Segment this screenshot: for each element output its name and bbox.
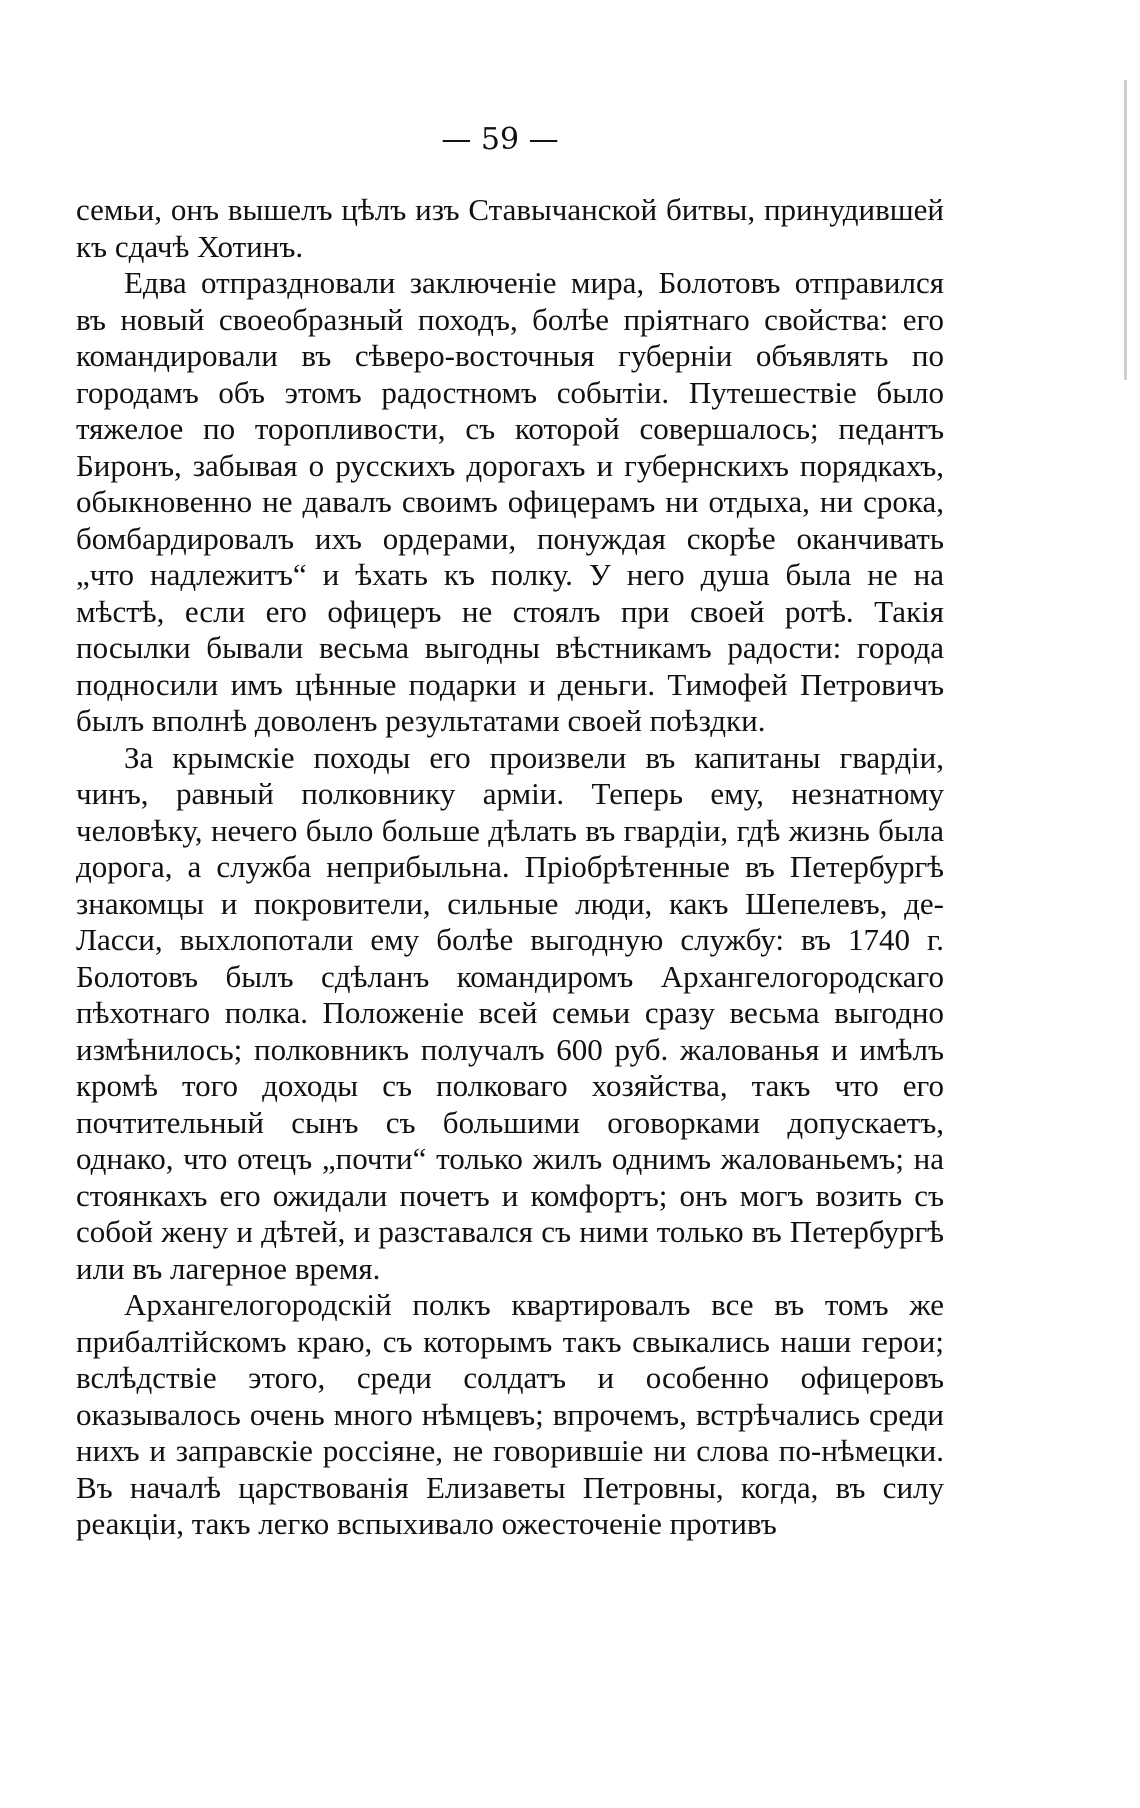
scan-edge-mark bbox=[1124, 80, 1127, 380]
paragraph-3: За крымскіе походы его произвели въ капитаны гвардіи, чинъ, равный полковнику арміи. Теперь ему, незнатному человѣку, нечего было больше дѣлать въ гвардіи, гдѣ жизнь была дорога, а служба неприбыльна. Пріобрѣтенные въ Петербургѣ знакомцы и покровители, сильные люди, какъ Шепелевъ, де-Ласси, выхлопотали ему болѣе выгодную службу: въ 1740 г. Болотовъ былъ сдѣланъ командиромъ Архангелогородскаго пѣхотнаго полка. Положеніе всей семьи сразу весьма выгодно измѣнилось; полковникъ получалъ 600 руб. жалованья и имѣлъ кромѣ того доходы съ полковаго хозяйства, такъ что его почтительный сынъ съ большими оговорками допускаетъ, однако, что отецъ „почти“ только жилъ однимъ жалованьемъ; на стоянкахъ его ожидали почетъ и комфортъ; онъ могъ возить съ собой жену и дѣтей, и разставался съ ними только въ Петербургѣ или въ лагерное время. bbox=[76, 739, 944, 1286]
paragraph-4: Архангелогородскій полкъ квартировалъ все въ томъ же прибалтійскомъ краю, съ которымъ такъ свыкались наши герои; вслѣдствіе этого, среди солдатъ и особенно офицеровъ оказывалось очень много нѣмцевъ; впрочемъ, встрѣчались среди нихъ и заправскіе россіяне, не говорившіе ни слова по-нѣмецки. Въ началѣ царствованія Елизаветы Петровны, когда, въ силу реакціи, такъ легко вспыхивало ожесточеніе противъ bbox=[76, 1287, 944, 1541]
page-number: — 59 — bbox=[441, 122, 559, 157]
paragraph-1: семьи, онъ вышелъ цѣлъ изъ Ставычанской битвы, принудившей къ сдачѣ Хотинъ. bbox=[76, 192, 944, 264]
paragraph-2: Едва отпраздновали заключеніе мира, Болотовъ отправился въ новый своеобразный походъ, болѣе пріятнаго свойства: его командировали въ сѣверо-восточныя губерніи объявлять по городамъ объ этомъ радостномъ событіи. Путешествіе было тяжелое по торопливости, съ которой совершалось; педантъ Биронъ, забывая о русскихъ дорогахъ и губернскихъ порядкахъ, обыкновенно не давалъ своимъ офицерамъ ни отдыха, ни срока, бомбардировалъ ихъ ордерами, понуждая скорѣе оканчивать „что надлежитъ“ и ѣхать къ полку. У него душа была не на мѣстѣ, если его офицеръ не стоялъ при своей ротѣ. Такія посылки бывали весьма выгодны вѣстникамъ радости: города подносили имъ цѣнные подарки и деньги. Тимофей Петровичъ былъ вполнѣ доволенъ результатами своей поѣздки. bbox=[76, 265, 944, 738]
body-text bbox=[76, 192, 944, 1543]
